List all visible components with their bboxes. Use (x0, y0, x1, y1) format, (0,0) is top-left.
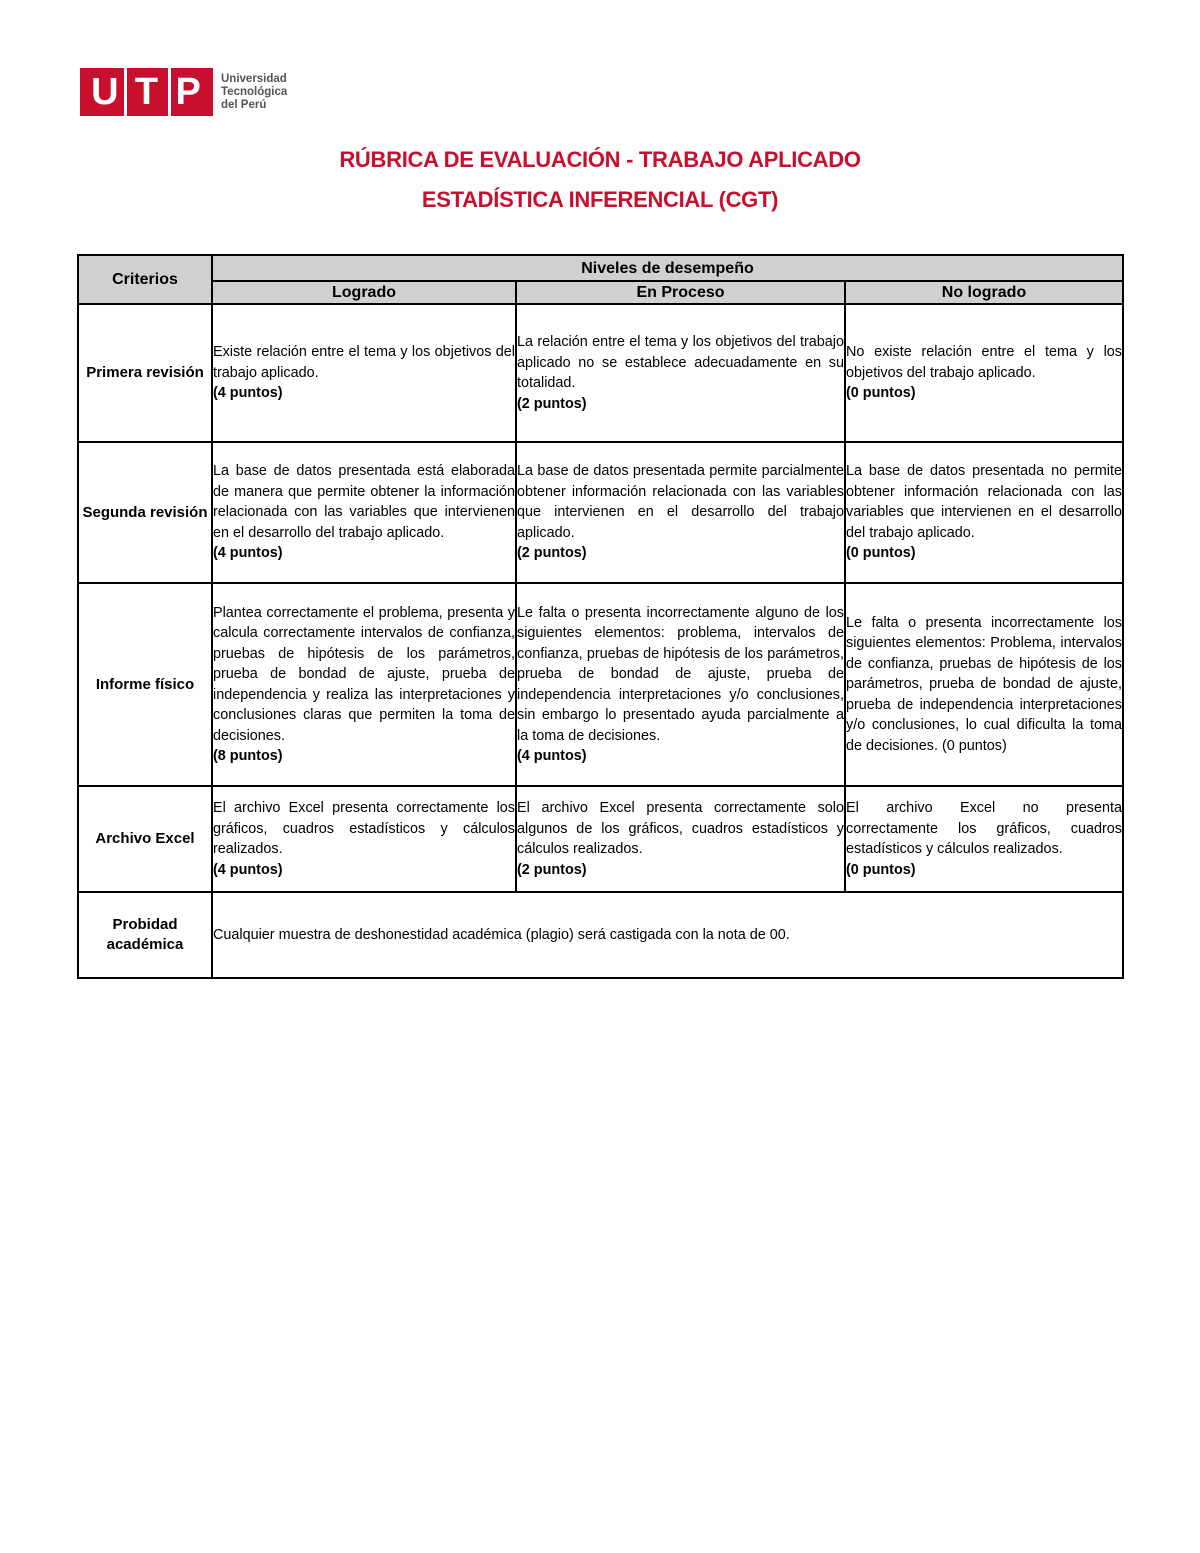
document-title (0, 140, 1200, 220)
title-line-1: RÚBRICA DE EVALUACIÓN - TRABAJO APLICADO (339, 147, 861, 172)
descriptor-text: El archivo Excel presenta correctamente los gráficos, cuadros estadísticos y cálculos realizados. (213, 800, 515, 857)
no-logrado-cell (845, 786, 1123, 892)
descriptor-text: Le falta o presenta incorrectamente los siguientes elementos: Problema, intervalos de confianza, pruebas de hipótesis de los parámetros, prueba de bondad de ajuste, prueba de independencia interpretaciones y/o conclusiones, lo cual dificulta la toma de decisiones. (0 puntos) (846, 614, 1122, 754)
descriptor-text: Existe relación entre el tema y los objetivos del trabajo aplicado. (213, 344, 515, 381)
utp-logo (80, 68, 287, 116)
logo-letter-t: T (134, 71, 159, 113)
logo-letter-u: U (91, 71, 119, 113)
utp-logo-text (221, 73, 287, 112)
col-proceso-header: En Proceso (516, 281, 845, 304)
table-row (78, 442, 1123, 583)
descriptor-text: El archivo Excel no presenta correctamente los gráficos, cuadros estadísticos y cálculos realizados. (846, 800, 1122, 857)
points-label: (2 puntos) (517, 545, 587, 562)
no-logrado-cell (845, 442, 1123, 583)
criterios-header: Criterios (78, 255, 212, 304)
utp-logo-mark (80, 68, 213, 116)
descriptor-text: La base de datos presentada permite parcialmente obtener información relacionada con las variables que intervienen en el desarrollo del trabajo aplicado. (517, 463, 844, 541)
title-line-2: ESTADÍSTICA INFERENCIAL (CGT) (421, 187, 779, 212)
col-no-logrado-header: No logrado (845, 281, 1123, 304)
criterio-cell: Archivo Excel (78, 786, 212, 892)
logrado-cell (212, 786, 516, 892)
descriptor-text: La base de datos presentada está elaborada de manera que permite obtener la información relacionada con las variables que intervienen en el desarrollo del trabajo aplicado. (213, 463, 515, 541)
criterio-cell: Primera revisión (78, 304, 212, 442)
no-logrado-cell (845, 304, 1123, 442)
col-logrado-header: Logrado (212, 281, 516, 304)
proceso-cell (516, 304, 845, 442)
logrado-cell (212, 304, 516, 442)
points-label: (4 puntos) (213, 545, 283, 562)
proceso-cell (516, 583, 845, 786)
probidad-text: Cualquier muestra de deshonestidad académica (plagio) será castigada con la nota de 00. (212, 892, 1123, 978)
descriptor-text: Plantea correctamente el problema, presenta y calcula correctamente intervalos de confianza, pruebas de hipótesis de los parámetros, prueba de bondad de ajuste, prueba de independencia y realiza las interpretaciones y conclusiones claras que permiten la toma de decisiones. (213, 604, 515, 744)
logo-letter-p: P (175, 71, 201, 113)
points-label: (0 puntos) (846, 385, 916, 402)
table-row (78, 786, 1123, 892)
table-row-probidad (78, 892, 1123, 978)
logrado-cell (212, 583, 516, 786)
logrado-cell (212, 442, 516, 583)
points-label: (0 puntos) (846, 545, 916, 562)
descriptor-text: No existe relación entre el tema y los objetivos del trabajo aplicado. (846, 344, 1122, 381)
logo-line-1: Universidad (221, 72, 287, 85)
logo-line-3: del Perú (221, 98, 267, 111)
rubric-table (77, 254, 1124, 979)
points-label: (2 puntos) (517, 395, 587, 412)
logo-divider (168, 68, 171, 116)
no-logrado-cell (845, 583, 1123, 786)
descriptor-text: La base de datos presentada no permite obtener información relacionada con las variables que intervienen en el desarrollo del trabajo aplicado. (846, 463, 1122, 541)
criterio-cell: Probidad académica (78, 892, 212, 978)
descriptor-text: Le falta o presenta incorrectamente alguno de los siguientes elementos: problema, intervalos de confianza, pruebas de hipótesis de los parámetros, prueba de bondad de ajuste, prueba de independencia interpretaciones y/o conclusiones, sin embargo lo presentado ayuda parcialmente a la toma de decisiones. (517, 604, 844, 744)
descriptor-text: El archivo Excel presenta correctamente solo algunos de los gráficos, cuadros estadísticos y cálculos realizados. (517, 800, 844, 857)
table-row (78, 583, 1123, 786)
descriptor-text: La relación entre el tema y los objetivos del trabajo aplicado no se establece adecuadamente en su totalidad. (517, 334, 844, 391)
niveles-header: Niveles de desempeño (212, 255, 1123, 281)
proceso-cell (516, 442, 845, 583)
logo-divider (124, 68, 127, 116)
points-label: (8 puntos) (213, 748, 283, 764)
points-label: (2 puntos) (517, 861, 587, 878)
table-row (78, 304, 1123, 442)
points-label: (4 puntos) (213, 385, 283, 402)
points-label: (0 puntos) (846, 861, 916, 878)
logo-line-2: Tecnológica (221, 85, 288, 98)
criterio-cell: Informe físico (78, 583, 212, 786)
points-label: (4 puntos) (213, 861, 283, 878)
criterio-cell: Segunda revisión (78, 442, 212, 583)
proceso-cell (516, 786, 845, 892)
points-label: (4 puntos) (517, 748, 587, 764)
